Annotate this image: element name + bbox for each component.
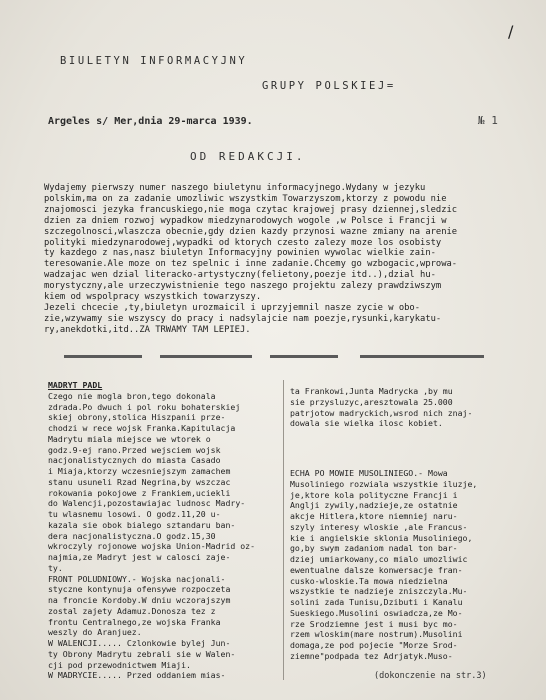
editorial-line: ry,anekdotki,itd..ZA TRWAMY TAM LEPIEJ. bbox=[44, 324, 251, 335]
editorial-line: zie,wzywamy sie wszyscy do pracy i nadsylajcie nam poezje,rysunki,karykatu- bbox=[44, 313, 442, 324]
article-line: ty Obrony Madrytu zebrali sie w Walen- bbox=[48, 648, 236, 659]
article-line: go,by swym zadaniom nadal ton bar- bbox=[290, 543, 458, 554]
article-line: cusko-wloskie.Ta mowa niedzielna bbox=[290, 575, 448, 586]
article-line: ECHA PO MOWIE MUSOLINIEGO.- Mowa bbox=[290, 468, 448, 478]
article-line: akcje Hitlera,ktore niemniej naru- bbox=[290, 511, 458, 521]
article-line: rzem wloskim(mare nostrum).Musolini bbox=[290, 629, 463, 640]
article-line: cji pod przewodnictwem Miaji. bbox=[48, 659, 191, 670]
editorial-line: Wydajemy pierwszy numer naszego biuletynu informacyjnego.Wydany w jezyku bbox=[44, 183, 426, 193]
section-divider bbox=[360, 355, 484, 358]
editorial-line: polityki miedzynarodowej,wypadki od ktorych czesto zalezy moze los osobisty bbox=[44, 237, 442, 248]
article-heading: MADRYT PADL bbox=[48, 380, 103, 390]
editorial-line: Jezeli chcecie ,ty,biuletyn urozmaicil i uprzyjemnil nasze zycie w obo- bbox=[44, 302, 421, 313]
section-divider bbox=[64, 355, 142, 358]
article-line: skiej obrony,stolica Hiszpanii prze- bbox=[48, 412, 226, 423]
article-line: je,ktore kola polityczne Francji i bbox=[290, 489, 458, 500]
article-line: FRONT POLUDNIOWY.- Wojska nacjonali- bbox=[48, 573, 226, 584]
article-line: zdrada.Po dwuch i pol roku bohaterskiej bbox=[48, 401, 241, 412]
article-line: ty. bbox=[48, 562, 63, 573]
section-divider bbox=[160, 355, 252, 358]
article-line: Sueskiego.Musolini oswiadcza,ze Mo- bbox=[290, 607, 463, 618]
dateline: Argeles s/ Mer,dnia 29-marca 1939. bbox=[48, 116, 253, 127]
article-line: dziej umiarkowany,co mialo umozliwic bbox=[290, 554, 468, 564]
article-line: sie przysluzyc,aresztowala 25.000 bbox=[290, 396, 453, 407]
bulletin-title: BIULETYN INFORMACYJNY bbox=[60, 55, 248, 67]
article-line: patrjotow madryckich,wsrod nich znaj- bbox=[290, 407, 473, 418]
bulletin-subtitle: GRUPY POLSKIEJ= bbox=[262, 80, 396, 92]
article-line: rokowania pokojowe z Frankiem,uciekli bbox=[48, 487, 231, 498]
issue-number: № 1 bbox=[478, 114, 498, 127]
article-madryt-padl bbox=[48, 380, 280, 681]
editorial-line: wadzajac wen dzial literacko-artystyczny(felietony,poezje itd..),dzial hu- bbox=[44, 270, 436, 281]
article-line: kie i angielskie sklonia Musoliniego, bbox=[290, 532, 473, 543]
editorial-line: polskim,ma on za zadanie umozliwic wszystkim Towarzyszom,ktorzy z powodu nie bbox=[44, 193, 447, 204]
article-line: Anglji zywily,nadzieje,ze ostatnie bbox=[290, 500, 458, 511]
article-line: tu wlasnemu losowi. O godz.11,20 u- bbox=[48, 509, 221, 519]
article-madryt-continued bbox=[290, 386, 522, 429]
column-divider bbox=[283, 380, 284, 680]
article-line: wszystkie te nadzieje zniszczyla.Mu- bbox=[290, 586, 468, 597]
article-line: stanu usuneli Rzad Negrina,by wszczac bbox=[48, 476, 231, 487]
article-line: ziemne"podpada tez Adrjatyk.Muso- bbox=[290, 650, 453, 661]
article-line: weszly do Aranjuez. bbox=[48, 627, 142, 638]
editorial-line: znajomosci jezyka francuskiego,nie moga czytac krajowej prasy dziennej,sledzic bbox=[44, 204, 458, 215]
article-line: rze Srodziemne jest i musi byc mo- bbox=[290, 618, 458, 629]
article-line: na froncie Kordoby.W dniu wczorajszym bbox=[48, 595, 231, 605]
article-line: kazala sie obok bialego sztandaru ban- bbox=[48, 519, 236, 530]
article-line: solini zada Tunisu,Dzibuti i Kanalu bbox=[290, 597, 463, 607]
article-line: i Miaja,ktorzy wczesniejszym zamachem bbox=[48, 466, 231, 476]
article-line: dera nacjonalistyczna.O godz.15,30 bbox=[48, 530, 216, 541]
section-divider bbox=[270, 355, 338, 358]
article-line: dowala sie wielka ilosc kobiet. bbox=[290, 418, 443, 429]
article-line: zostal zajety Adamuz.Donosza tez z bbox=[48, 605, 216, 616]
article-echa-po-mowie bbox=[290, 468, 526, 662]
editorial-line: ty kazdego z nas,nasz biuletyn Informacyjny powinien wywolac wielkie zain- bbox=[44, 248, 436, 259]
article-line: domaga,ze pod pojecie "Morze Srod- bbox=[290, 640, 458, 650]
continuation-note: (dokonczenie na str.3) bbox=[374, 671, 487, 681]
article-line: szyly interesy wloskie ,ale Francus- bbox=[290, 521, 468, 532]
article-line: ta Frankowi,Junta Madrycka ,by mu bbox=[290, 386, 453, 396]
article-line: nacjonalistycznych do miasta Casado bbox=[48, 455, 221, 466]
handwritten-mark: / bbox=[508, 22, 514, 41]
article-line: Musoliniego rozwiala wszystkie iluzje, bbox=[290, 478, 478, 489]
editorial-line: teresowanie.Ale moze on tez spelnic i inne zadanie.Chcemy go wzbogacic,wprowa- bbox=[44, 259, 458, 270]
article-line: frontu Centralnego,ze wojska Franka bbox=[48, 616, 221, 627]
article-line: W WALENCJI..... Czlonkowie bylej Jun- bbox=[48, 638, 231, 648]
article-line: W MADRYCIE..... Przed oddaniem mias- bbox=[48, 670, 226, 681]
editorial-line: dzien za dniem rozwoj wypadkow miedzynarodowych wogole ,w Polsce i Francji w bbox=[44, 215, 447, 226]
editorial-heading: OD REDAKCJI. bbox=[190, 150, 306, 163]
editorial-line: kiem od wspolpracy wszystkich towarzyszy. bbox=[44, 292, 262, 303]
article-line: styczne kontynuja ofensywe rozpoczeta bbox=[48, 584, 231, 595]
article-line: chodzi w rece wojsk Franka.Kapitulacja bbox=[48, 423, 236, 433]
editorial-line: szczegolnosci,wlaszcza obecnie,gdy dzien kazdy przynosi wazne zmiany na arenie bbox=[44, 226, 458, 237]
article-line: najmia,ze Madryt jest w calosci zaje- bbox=[48, 552, 231, 562]
article-line: Czego nie mogla bron,tego dokonala bbox=[48, 390, 216, 401]
article-line: wkroczyly rojonowe wojska Union-Madrid oz- bbox=[48, 541, 256, 552]
article-line: do Walencji,pozostawiajac ludnosc Madry- bbox=[48, 498, 246, 509]
article-line: Madrytu miala miejsce we wtorek o bbox=[48, 433, 211, 444]
editorial-text bbox=[44, 183, 524, 336]
article-line: ewentualne dalsze konwersacje fran- bbox=[290, 564, 463, 575]
editorial-line: morystyczny,ale urzeczywistnienie tego naszego projektu zalezy prawdziwszym bbox=[44, 281, 442, 292]
article-line: godz.9-ej rano.Przed wejsciem wojsk bbox=[48, 444, 221, 455]
